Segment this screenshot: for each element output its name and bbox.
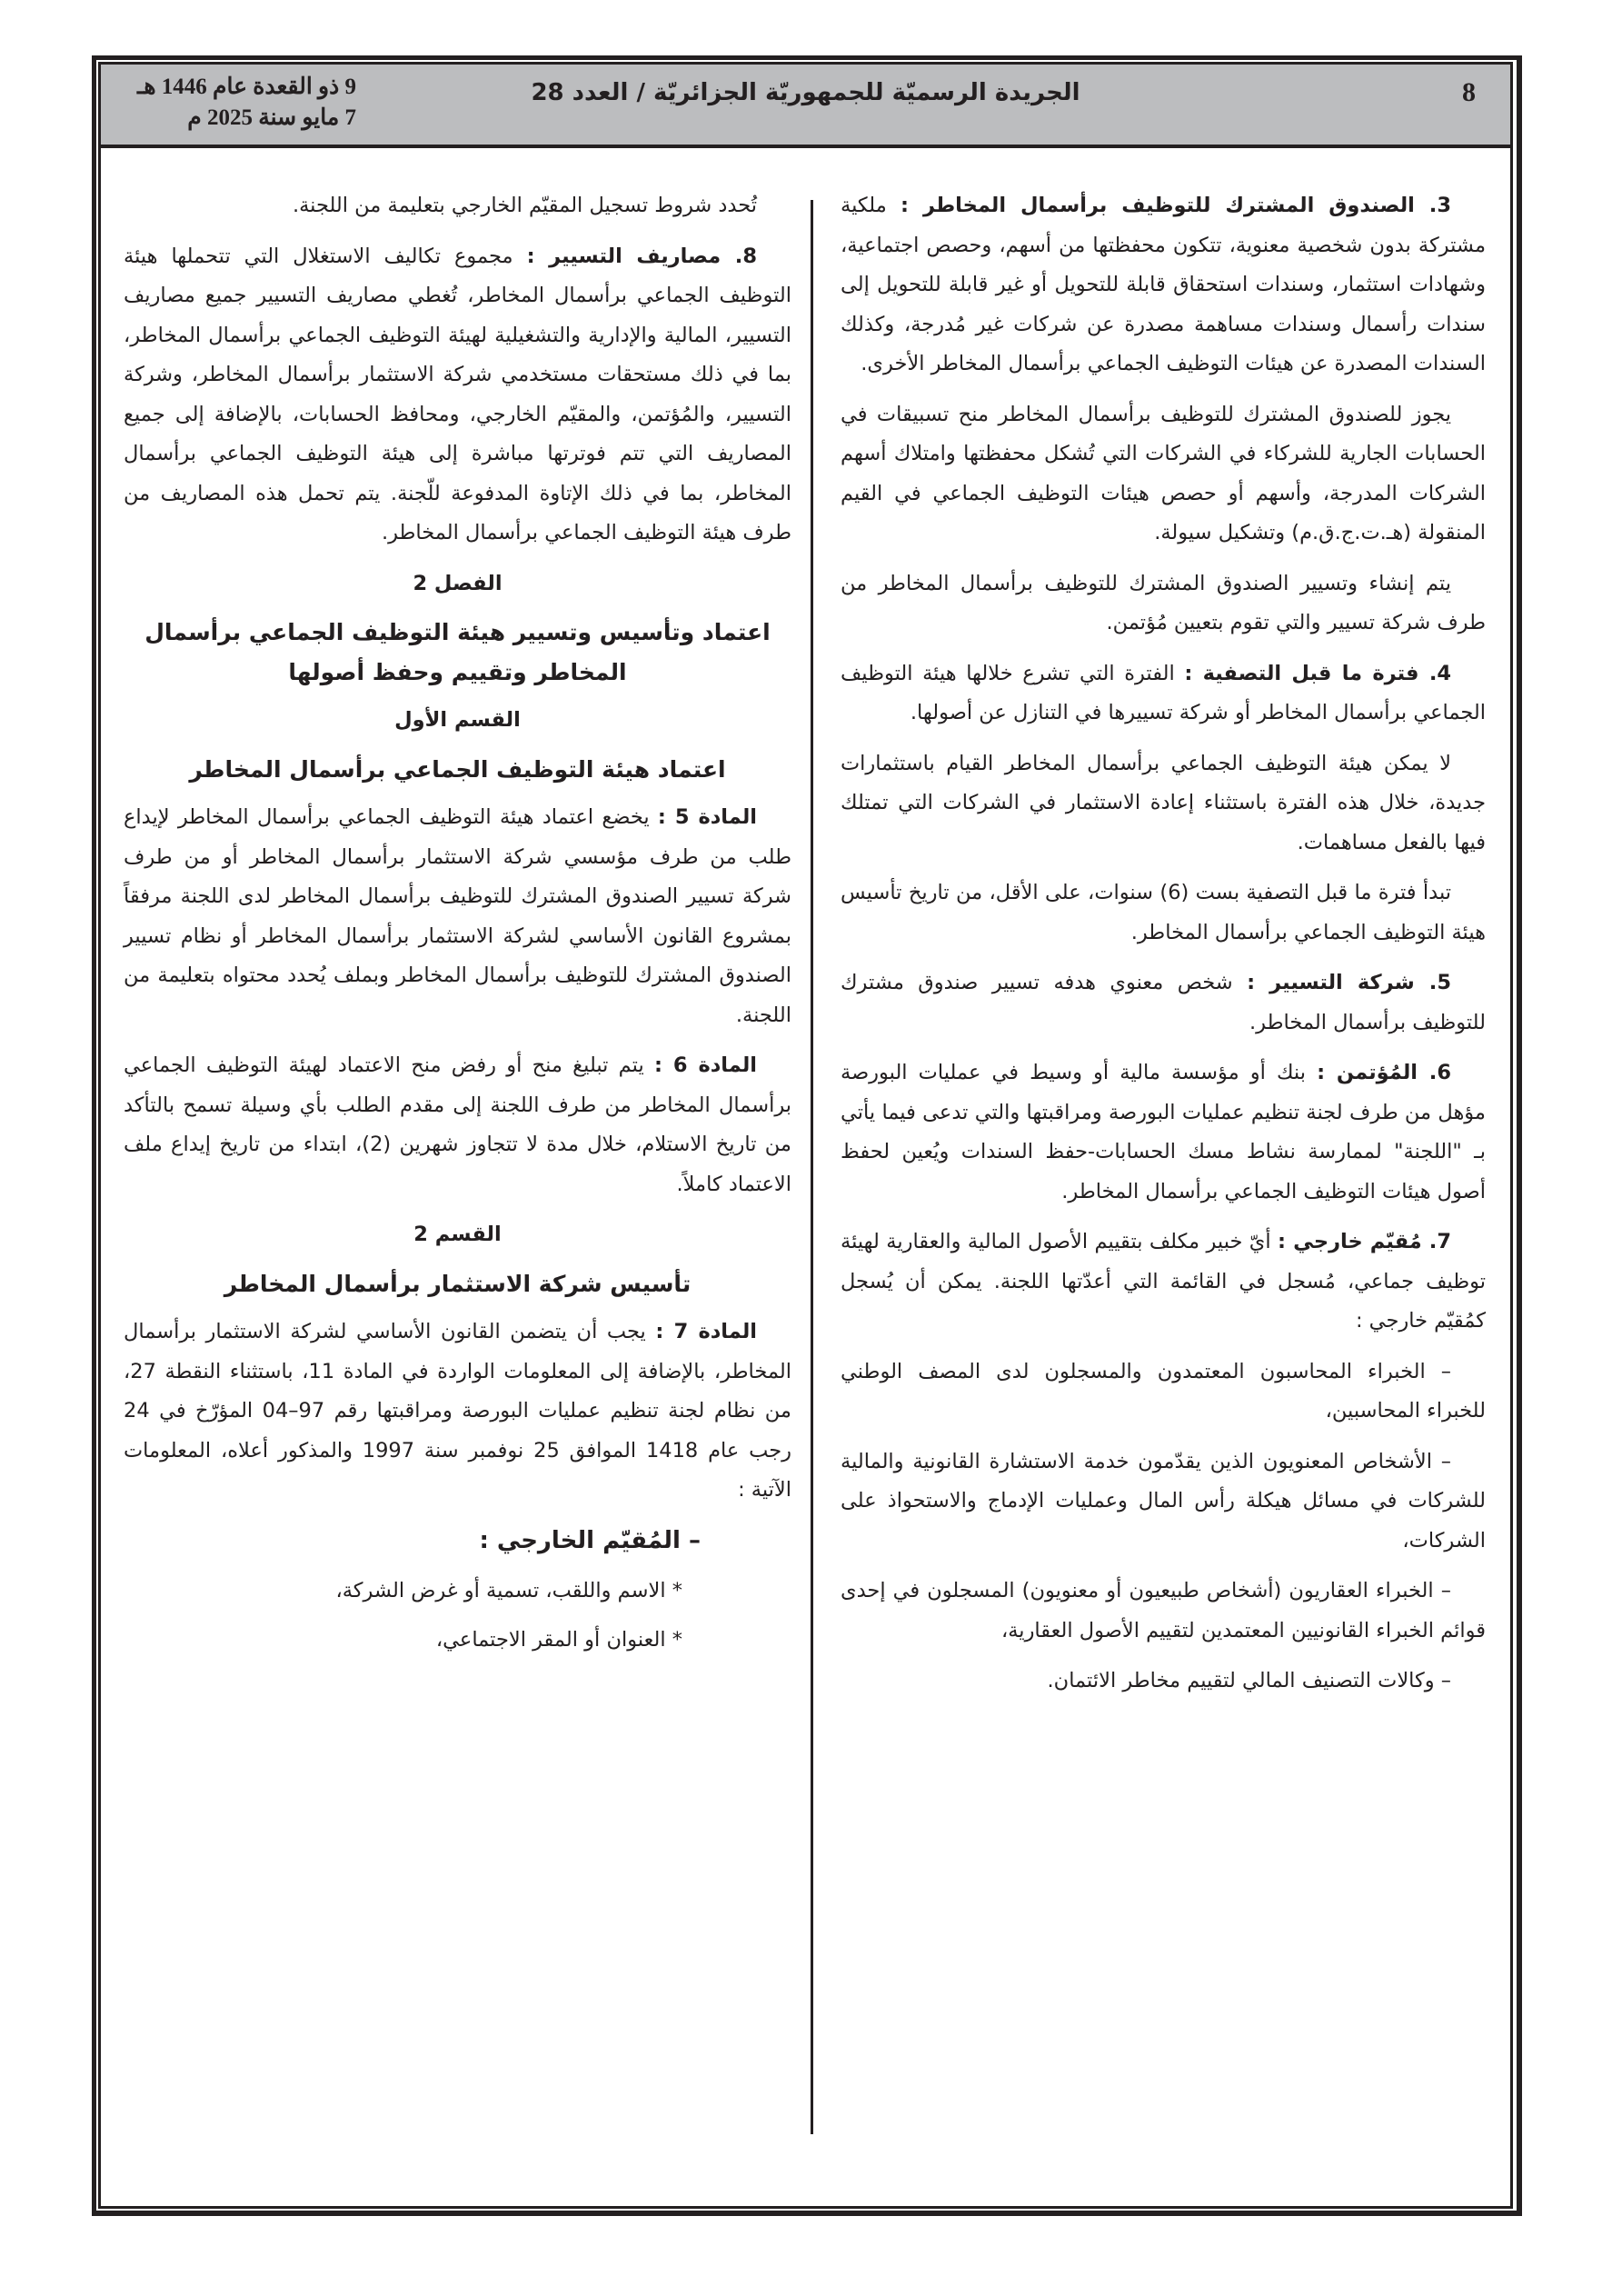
definition-7 [841, 1223, 1486, 1342]
external-valuer-heading: – المُقيّم الخارجي : [479, 1526, 701, 1554]
chapter-title: اعتماد وتأسيس وتسيير هيئة التوظيف الجماعي برأسمال المخاطر وتقييم وحفظ أصولها [144, 619, 771, 685]
definition-8 [124, 237, 791, 554]
article-5-text: يخضع اعتماد هيئة التوظيف الجماعي برأسمال المخاطر لإيداع طلب من طرف مؤسسي شركة الاستثمار برأسمال المخاطر أو من طرف شركة تسيير الصندوق المشترك للتوظيف برأسمال المخاطر لدى اللجنة مرفقاً بمشروع القانون الأساسي لشركة الاستثمار برأسمال المخاطر أو نظام تسيير الصندوق المشترك للتوظيف برأسمال المخاطر وبملف يُحدد محتواه بتعليمة من اللجنة. [124, 805, 791, 1027]
article-7 [124, 1313, 791, 1511]
definition-7-text: أيّ خبير مكلف بتقييم الأصول المالية والعقارية لهيئة توظيف جماعي، مُسجل في القائمة التي أعدّتها اللجنة. يمكن أن يُسجل كمُقيّم خارجي : [841, 1230, 1486, 1333]
definition-6-text: بنك أو مؤسسة مالية أو وسيط في عمليات البورصة مؤهل من طرف لجنة تنظيم عمليات البورصة ومراقبتها والتي تدعى فيما يأتي بـ "اللجنة" لممارسة نشاط مسك الحسابات-حفظ السندات ويُعين لحفظ أصول هيئات التوظيف الجماعي برأسمال المخاطر. [841, 1061, 1486, 1203]
hijri-date: 9 ذو القعدة عام 1446 هـ [137, 75, 356, 99]
valuer-list-item: – الأشخاص المعنويون الذين يقدّمون خدمة الاستشارة القانونية والمالية للشركات في مسائل هيكلة رأس المال وعمليات الإدماج والاستحواذ على الشركات، [841, 1449, 1486, 1552]
left-column [124, 186, 791, 1669]
section-2-heading: القسم 2 [413, 1223, 502, 1246]
chapter-heading: الفصل 2 [413, 571, 503, 595]
article-7-label: المادة 7 : [655, 1320, 757, 1343]
article-6-label: المادة 6 : [653, 1053, 757, 1077]
definition-3-paragraph-3: يتم إنشاء وتسيير الصندوق المشترك للتوظيف برأسمال المخاطر من طرف شركة تسيير والتي تقوم بتعيين مُؤتمن. [841, 571, 1486, 634]
definition-8-label: 8. مصاريف التسيير : [526, 244, 757, 268]
definition-3-text: ملكية مشتركة بدون شخصية معنوية، تتكون محفظتها من أسهم، وحصص اجتماعية، وشهادات استثمار، وسندات استحقاق قابلة للتحويل أو غير قابلة للتحويل إلى سندات رأسمال وسندات مساهمة مصدرة عن شركات غير مُدرجة، وكذلك السندات المصدرة عن هيئات التوظيف الجماعي برأسمال المخاطر الأخرى. [841, 194, 1486, 375]
article-5-label: المادة 5 : [657, 805, 757, 829]
definition-3 [841, 186, 1486, 384]
definition-6 [841, 1053, 1486, 1212]
definition-7-label: 7. مُقيّم خارجي : [1278, 1230, 1451, 1253]
external-valuer-item: * الاسم واللقب، تسمية أو غرض الشركة، [335, 1579, 682, 1602]
valuer-list-item: – الخبراء العقاريون (أشخاص طبيعيون أو معنويون) المسجلون في إحدى قوائم الخبراء القانونيين المعتمدين لتقييم الأصول العقارية، [841, 1579, 1486, 1642]
section-2-title: تأسيس شركة الاستثمار برأسمال المخاطر [224, 1270, 692, 1297]
valuer-list-item: – وكالات التصنيف المالي لتقييم مخاطر الائتمان. [1047, 1669, 1451, 1692]
article-6 [124, 1046, 791, 1204]
definition-3-paragraph-2: يجوز للصندوق المشترك للتوظيف برأسمال المخاطر منح تسبيقات في الحسابات الجارية للشركاء في الشركات التي تُشكل محفظتها وامتلاك أسهم الشركات المدرجة، وأسهم أو حصص هيئات التوظيف الجماعي في القيم المنقولة (هـ.ت.ج.ق.م) وتشكيل سيولة. [841, 402, 1486, 544]
section-1-title: اعتماد هيئة التوظيف الجماعي برأسمال المخاطر [189, 755, 726, 783]
column-divider [811, 200, 813, 2134]
page-number: 8 [1462, 77, 1476, 107]
external-valuer-item: * العنوان أو المقر الاجتماعي، [435, 1627, 682, 1652]
valuer-list-item: – الخبراء المحاسبون المعتمدون والمسجلون لدى المصف الوطني للخبراء المحاسبين، [841, 1359, 1486, 1423]
article-5 [124, 798, 791, 1035]
gregorian-date: 7 مايو سنة 2025 م [187, 105, 356, 130]
issue-dates [137, 72, 356, 134]
right-column [841, 186, 1486, 1712]
definition-5 [841, 963, 1486, 1043]
definition-7-tail: تُحدد شروط تسجيل المقيّم الخارجي بتعليمة من اللجنة. [292, 194, 757, 217]
article-6-text: يتم تبليغ منح أو رفض منح الاعتماد لهيئة التوظيف الجماعي برأسمال المخاطر من طرف اللجنة إلى مقدم الطلب بأي وسيلة تسمح بالتأكد من تاريخ الاستلام، خلال مدة لا تتجاوز شهرين (2)، ابتداء من تاريخ إيداع ملف الاعتماد كاملاً. [124, 1053, 791, 1196]
definition-4-paragraph-2: لا يمكن هيئة التوظيف الجماعي برأسمال المخاطر القيام باستثمارات جديدة، خلال هذه الفترة باستثناء إعادة الاستثمار في الشركات التي تمتلك فيها بالفعل مساهمات. [841, 751, 1486, 854]
section-1-heading: القسم الأول [394, 708, 521, 732]
page-header [101, 65, 1510, 148]
definition-4-label: 4. فترة ما قبل التصفية : [1184, 661, 1452, 685]
article-7-text: يجب أن يتضمن القانون الأساسي لشركة الاستثمار برأسمال المخاطر، بالإضافة إلى المعلومات الواردة في المادة 11، باستثناء النقطة 27، من نظام لجنة تنظيم عمليات البورصة ومراقبتها رقم 97–04 المؤرّخ في 24 رجب عام 1418 الموافق 25 نوفمبر سنة 1997 والمذكور أعلاه، المعلومات الآتية : [124, 1320, 791, 1502]
definition-4-paragraph-3: تبدأ فترة ما قبل التصفية بست (6) سنوات، على الأقل، من تاريخ تأسيس هيئة التوظيف الجماعي برأسمال المخاطر. [841, 881, 1486, 944]
definition-4 [841, 654, 1486, 734]
definition-5-text: شخص معنوي هدفه تسيير صندوق مشترك للتوظيف برأسمال المخاطر. [841, 971, 1486, 1034]
journal-title: الجريدة الرسميّة للجمهوريّة الجزائريّة / العدد 28 [531, 79, 1080, 106]
definition-3-label: 3. الصندوق المشترك للتوظيف برأسمال المخاطر : [901, 194, 1451, 217]
definition-4-text: الفترة التي تشرع خلالها هيئة التوظيف الجماعي برأسمال المخاطر أو شركة تسييرها في التنازل عن أصولها. [841, 661, 1486, 724]
definition-5-label: 5. شركة التسيير : [1247, 971, 1451, 994]
definition-8-text: مجموع تكاليف الاستغلال التي تتحملها هيئة التوظيف الجماعي برأسمال المخاطر، تُغطي مصاريف التسيير جميع مصاريف التسيير، المالية والإدارية والتشغيلية لهيئة التوظيف الجماعي برأسمال المخاطر، بما في ذلك مستحقات مستخدمي شركة الاستثمار برأسمال المخاطر، وشركة التسيير، والمُؤتمن، والمقيّم الخارجي، ومحافظ الحسابات، بالإضافة إلى جميع المصاريف التي تتم فوترتها مباشرة إلى هيئة التوظيف الجماعي برأسمال المخاطر، بما في ذلك الإتاوة المدفوعة للّجنة. يتم تحمل هذه المصاريف من طرف هيئة التوظيف الجماعي برأسمال المخاطر. [124, 244, 791, 544]
definition-6-label: 6. المُؤتمن : [1317, 1061, 1451, 1084]
